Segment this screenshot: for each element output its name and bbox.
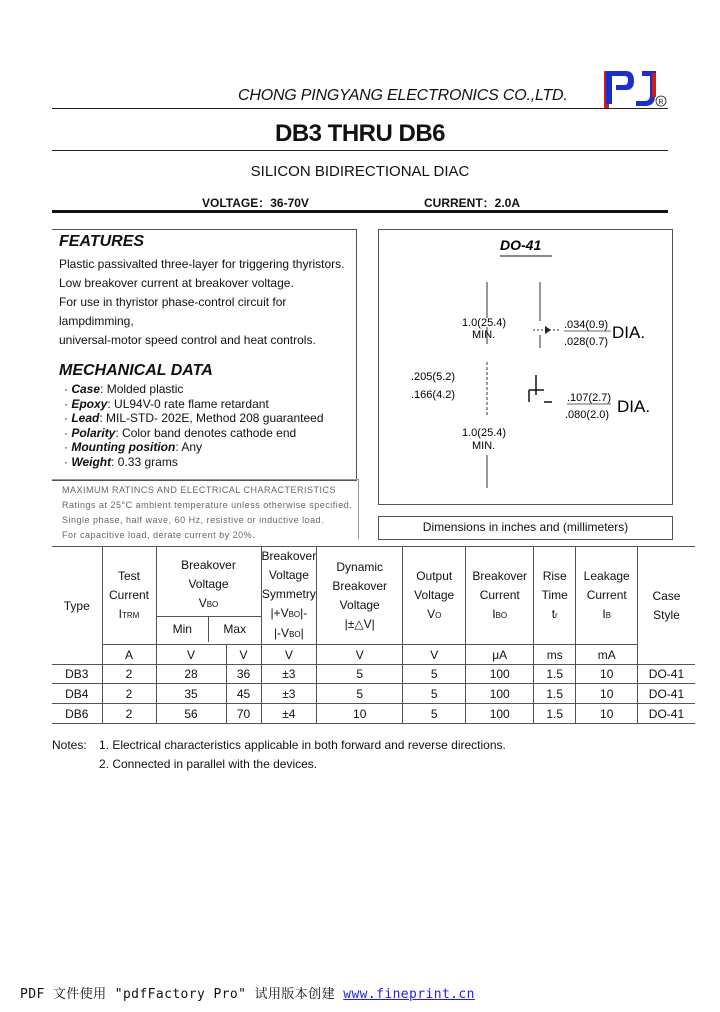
features-list [59,255,359,350]
lead-dia-min: .028(0.7) [564,336,609,348]
mech-item: · Mounting position: Any [64,440,202,455]
mech-item: · Case: Molded plastic [64,382,184,396]
title-rule [52,150,668,151]
feature-line: Plastic passivalted three-layer for triggering thyristors. [59,257,345,271]
lead-dia-max: .034(0.9) [564,319,609,331]
feature-line: Low breakover current at breakover voltage. [59,276,294,290]
dimensions-caption: Dimensions in inches and (millimeters) [378,516,673,540]
rise-time-header: Rise Time tr [534,547,576,645]
ratings-notice [52,479,359,539]
header-row [52,547,695,645]
notice-line: Ratings at 25°C ambient temperature unless otherwise specified. [62,500,353,510]
type-header: Type [52,547,102,665]
case-style-header: Case Style [638,547,695,665]
mech-item: · Epoxy: UL94V-0 rate flame retardant [64,396,269,411]
company-logo [604,68,670,110]
mech-item: · Polarity: Color band denotes cathode end [64,425,297,440]
body-dia-max: .107(2.7) [567,392,612,404]
specifications-table [52,546,695,724]
footer-text: PDF 文件使用 "pdfFactory Pro" 试用版本创建 [20,987,344,1002]
body-dia-min: .080(2.0) [565,409,610,421]
registered-mark: R [658,99,664,106]
notice-title: MAXIMUM RATINCS AND ELECTRICAL CHARACTERISTICS [62,485,337,495]
section-rule [52,210,668,213]
header-rule [52,108,668,109]
features-box [52,229,357,481]
page-title: DB3 THRU DB6 [274,120,445,147]
pdf-footer [20,983,475,1002]
lead-length-top: 1.0(25.4) [462,317,507,329]
max-header: Max [223,621,247,636]
body-length-min: .166(4.2) [411,389,456,401]
mech-item: · Lead: MIL-STD- 202E, Method 208 guaranteed [64,411,324,426]
breakover-current-header: Breakover Current IBO [466,547,534,645]
notice-line: Single phase, half wave, 60 Hz, resistive or inductive load. [62,515,325,525]
table-row: DB6 2 56 70 ±4 10 5 100 1.5 10 DO-41 [52,704,695,724]
footer-link[interactable]: www.fineprint.cn [343,987,475,1002]
leakage-header: Leakage Current IB [576,547,638,645]
dia-label-body: DIA. [617,397,651,416]
breakover-voltage-header: Breakover Voltage VBO Min Max [156,547,261,645]
mech-item: · Weight: 0.33 grams [64,454,178,469]
notes [52,736,506,774]
feature-line: For use in thyristor phase-control circuit for [59,295,287,309]
min-header: Min [157,617,210,642]
test-current-header: Test Current ITRM [102,547,156,645]
package-name: DO-41 [500,237,542,253]
output-voltage-header: Output Voltage VO [403,547,466,645]
dia-label-lead: DIA. [612,323,646,342]
subtitle: SILICON BIDIRECTIONAL DIAC [250,163,470,180]
lead-length-bottom: 1.0(25.4) [462,427,507,439]
mechanical-list [64,382,354,470]
body-length-max: .205(5.2) [411,371,456,383]
features-heading: FEATURES [59,233,145,250]
feature-line: lampdimming, [59,314,134,328]
mechanical-heading: MECHANICAL DATA [59,362,213,379]
feature-line: universal-motor speed control and heat controls. [59,333,316,347]
note-1: 1. Electrical characteristics applicable in both forward and reverse directions. [99,738,506,752]
symmetry-header: Breakover Voltage Symmetry |+VBO|- |-VBO| [261,547,317,645]
dynamic-header: Dynamic Breakover Voltage |±△V| [317,547,403,645]
current-rating: CURRENT：2.0A [424,196,521,210]
notice-line: For capacitive load, derate current by 20%. [62,530,256,540]
voltage-rating: VOLTAGE：36-70V [202,196,309,210]
min-top: MIN. [472,329,496,341]
notes-label: Notes: [52,738,87,752]
units-row: A V V V V V μA ms mA [52,645,695,665]
table-row: DB4 2 35 45 ±3 5 5 100 1.5 10 DO-41 [52,684,695,704]
package-drawing [378,229,673,505]
company-name: CHONG PINGYANG ELECTRONICS CO.,LTD. [238,87,568,104]
min-bottom: MIN. [472,440,496,452]
table-row: DB3 2 28 36 ±3 5 5 100 1.5 10 DO-41 [52,665,695,684]
note-2: 2. Connected in parallel with the devices. [99,757,318,771]
